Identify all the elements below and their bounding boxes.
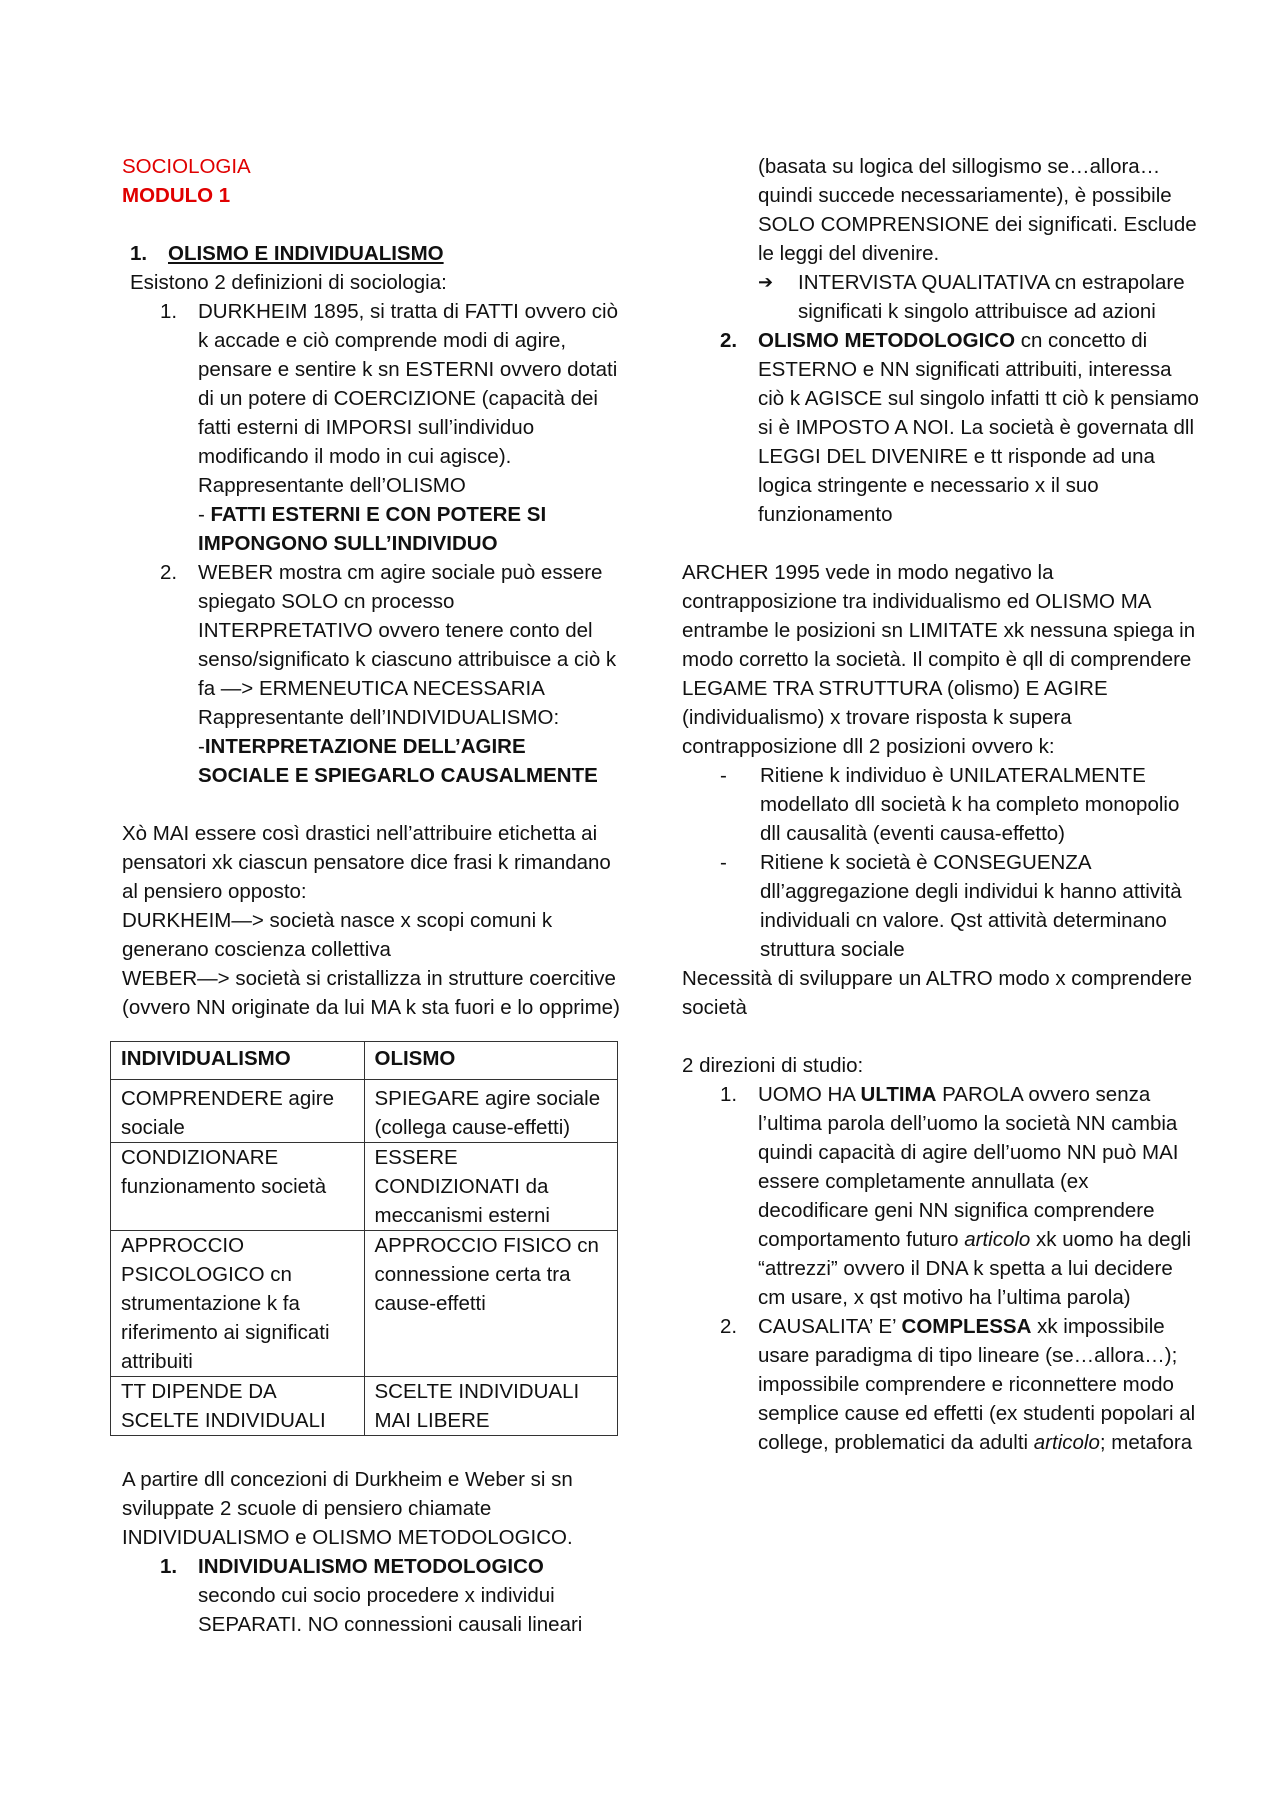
table-cell: TT DIPENDE DA SCELTE INDIVIDUALI bbox=[111, 1377, 365, 1436]
direction-text: xk uomo ha degli “attrezzi” ovvero il DNA k spetta a lui decidere cm usare, x qst motivo ha l’ultima parola) bbox=[758, 1228, 1192, 1309]
item-number: 2. bbox=[720, 329, 738, 352]
item-dash: - bbox=[198, 735, 205, 758]
table-row bbox=[111, 1080, 618, 1143]
method-text-continued: (basata su logica del sillogismo se…allora… quindi succede necessariamente), è possibile SOLO COMPRENSIONE dei significati. Esclude le leggi del divenire. bbox=[758, 155, 1197, 265]
method-text: cn concetto di ESTERNO e NN significati attribuiti, interessa ciò k AGISCE sul singolo infatti tt ciò k pensiamo si è IMPOSTO A NOI. La società è governata dll LEGGI DEL DIVENIRE e tt risponde ad una logica stringente e necessario x il suo funzionamento bbox=[758, 329, 1199, 526]
method-continuation bbox=[682, 152, 1202, 268]
method-text: secondo cui socio procedere x individui SEPARATI. NO connessioni causali lineari bbox=[198, 1584, 583, 1636]
paragraph: ARCHER 1995 vede in modo negativo la contrapposizione tra individualismo ed OLISMO MA entrambe le posizioni sn LIMITATE xk nessuna spiega in modo corretto la società. Il compito è qll di comprendere LEGAME TRA STRUTTURA (olismo) E AGIRE (individualismo) x trovare risposta k supera contrapposizione dll 2 posizioni ovvero k: bbox=[682, 561, 1196, 758]
item-dash: - bbox=[198, 503, 211, 526]
dash-bullet: - bbox=[720, 851, 727, 874]
table-header: INDIVIDUALISMO bbox=[111, 1042, 365, 1080]
item-number: 1. bbox=[160, 300, 178, 323]
item-number: 1. bbox=[720, 1083, 738, 1106]
paragraph: 2 direzioni di studio: bbox=[682, 1054, 864, 1077]
dash-bullet: - bbox=[720, 764, 727, 787]
method-title: OLISMO METODOLOGICO bbox=[758, 329, 1016, 352]
arrow-item bbox=[682, 268, 1202, 326]
section-number: 1. bbox=[130, 242, 148, 265]
table-cell: COMPRENDERE agire sociale bbox=[111, 1080, 365, 1143]
table-cell: CONDIZIONARE funzionamento società bbox=[111, 1143, 365, 1231]
direction-italic: articolo bbox=[964, 1228, 1031, 1251]
table-cell: APPROCCIO FISICO cn connessione certa tra cause-effetti bbox=[364, 1231, 618, 1377]
item-bold-summary: FATTI ESTERNI E CON POTERE SI IMPONGONO SULL’INDIVIDUO bbox=[198, 503, 547, 555]
item-text: DURKHEIM 1895, si tratta di FATTI ovvero ciò k accade e ciò comprende modi di agire, pensare e sentire k sn ESTERNI ovvero dotati di un potere di COERCIZIONE (capacità dei fatti esterni di IMPORSI sull’individuo modificando il modo in cui agisce). bbox=[198, 300, 618, 468]
right-column bbox=[682, 152, 1202, 1457]
table-row bbox=[111, 1143, 618, 1231]
arrow-right-icon: ➔ bbox=[758, 272, 774, 292]
item-number: 2. bbox=[160, 561, 178, 584]
method-item bbox=[682, 326, 1202, 529]
direction-italic: articolo bbox=[1033, 1431, 1100, 1454]
subject-title: SOCIOLOGIA bbox=[122, 155, 251, 178]
table-row bbox=[111, 1231, 618, 1377]
table-cell: APPROCCIO PSICOLOGICO cn strumentazione k fa riferimento ai significati attribuiti bbox=[111, 1231, 365, 1377]
table-header-row bbox=[111, 1042, 618, 1080]
direction-bold: ULTIMA bbox=[860, 1083, 937, 1106]
direction-text: UOMO HA bbox=[758, 1083, 861, 1106]
definition-item bbox=[122, 297, 622, 558]
direction-bold: COMPLESSA bbox=[901, 1315, 1032, 1338]
list-item bbox=[682, 848, 1202, 964]
definition-item bbox=[122, 558, 622, 790]
paragraph: A partire dll concezioni di Durkheim e Weber si sn sviluppate 2 scuole di pensiero chiamate INDIVIDUALISMO e OLISMO METODOLOGICO. bbox=[122, 1468, 573, 1549]
paragraph: WEBER—> società si cristallizza in strutture coercitive (ovvero NN originate da lui MA k sta fuori e lo opprime) bbox=[122, 967, 620, 1019]
list-item-text: Ritiene k società è CONSEGUENZA dll’aggregazione degli individui k hanno attività individuali cn valore. Qst attività determinano struttura sociale bbox=[760, 851, 1182, 961]
direction-item bbox=[682, 1312, 1202, 1457]
direction-text: CAUSALITA’ E’ bbox=[758, 1315, 902, 1338]
method-title: INDIVIDUALISMO METODOLOGICO bbox=[198, 1555, 544, 1578]
direction-text: ; metafora bbox=[1099, 1431, 1193, 1454]
item-text: WEBER mostra cm agire sociale può essere spiegato SOLO cn processo INTERPRETATIVO ovvero tenere conto del senso/significato k ciascuno attribuisce a ciò k fa —> ERMENEUTICA NECESSARIA bbox=[198, 561, 617, 700]
table-cell: SCELTE INDIVIDUALI MAI LIBERE bbox=[364, 1377, 618, 1436]
paragraph: DURKHEIM—> società nasce x scopi comuni k generano coscienza collettiva bbox=[122, 909, 553, 961]
paragraph: Xò MAI essere così drastici nell’attribuire etichetta ai pensatori xk ciascun pensatore dice frasi k rimandano al pensiero opposto: bbox=[122, 822, 611, 903]
item-representative: Rappresentante dell’INDIVIDUALISMO: bbox=[198, 706, 560, 729]
paragraph: Necessità di sviluppare un ALTRO modo x comprendere società bbox=[682, 967, 1193, 1019]
direction-item bbox=[682, 1080, 1202, 1312]
section-intro: Esistono 2 definizioni di sociologia: bbox=[130, 271, 447, 294]
list-item-text: Ritiene k individuo è UNILATERALMENTE modellato dll società k ha completo monopolio dll causalità (eventi causa-effetto) bbox=[760, 764, 1180, 845]
table-header: OLISMO bbox=[364, 1042, 618, 1080]
table-cell: ESSERE CONDIZIONATI da meccanismi esterni bbox=[364, 1143, 618, 1231]
list-item bbox=[682, 761, 1202, 848]
left-column bbox=[122, 152, 622, 1639]
comparison-table bbox=[110, 1041, 618, 1436]
section-title: OLISMO E INDIVIDUALISMO bbox=[168, 242, 444, 265]
item-representative: Rappresentante dell’OLISMO bbox=[198, 474, 466, 497]
table-row bbox=[111, 1377, 618, 1436]
table-cell: SPIEGARE agire sociale (collega cause-effetti) bbox=[364, 1080, 618, 1143]
arrow-text: INTERVISTA QUALITATIVA cn estrapolare significati k singolo attribuisce ad azioni bbox=[798, 271, 1185, 323]
item-number: 2. bbox=[720, 1315, 738, 1338]
section-heading bbox=[122, 239, 622, 268]
direction-text: xk impossibile usare paradigma di tipo lineare (se…allora…); impossibile comprendere e riconnettere modo semplice cause ed effetti (ex studenti popolari al college, problematici da adulti bbox=[758, 1315, 1196, 1454]
direction-text: PAROLA ovvero senza l’ultima parola dell’uomo la società NN cambia quindi capacità di agire dell’uomo NN può MAI essere completamente annullata (ex decodificare geni NN significa comprendere comportamento futuro bbox=[758, 1083, 1179, 1251]
module-title: MODULO 1 bbox=[122, 184, 231, 207]
item-bold-summary: INTERPRETAZIONE DELL’AGIRE SOCIALE E SPIEGARLO CAUSALMENTE bbox=[198, 735, 598, 787]
method-item bbox=[122, 1552, 622, 1639]
item-number: 1. bbox=[160, 1555, 178, 1578]
